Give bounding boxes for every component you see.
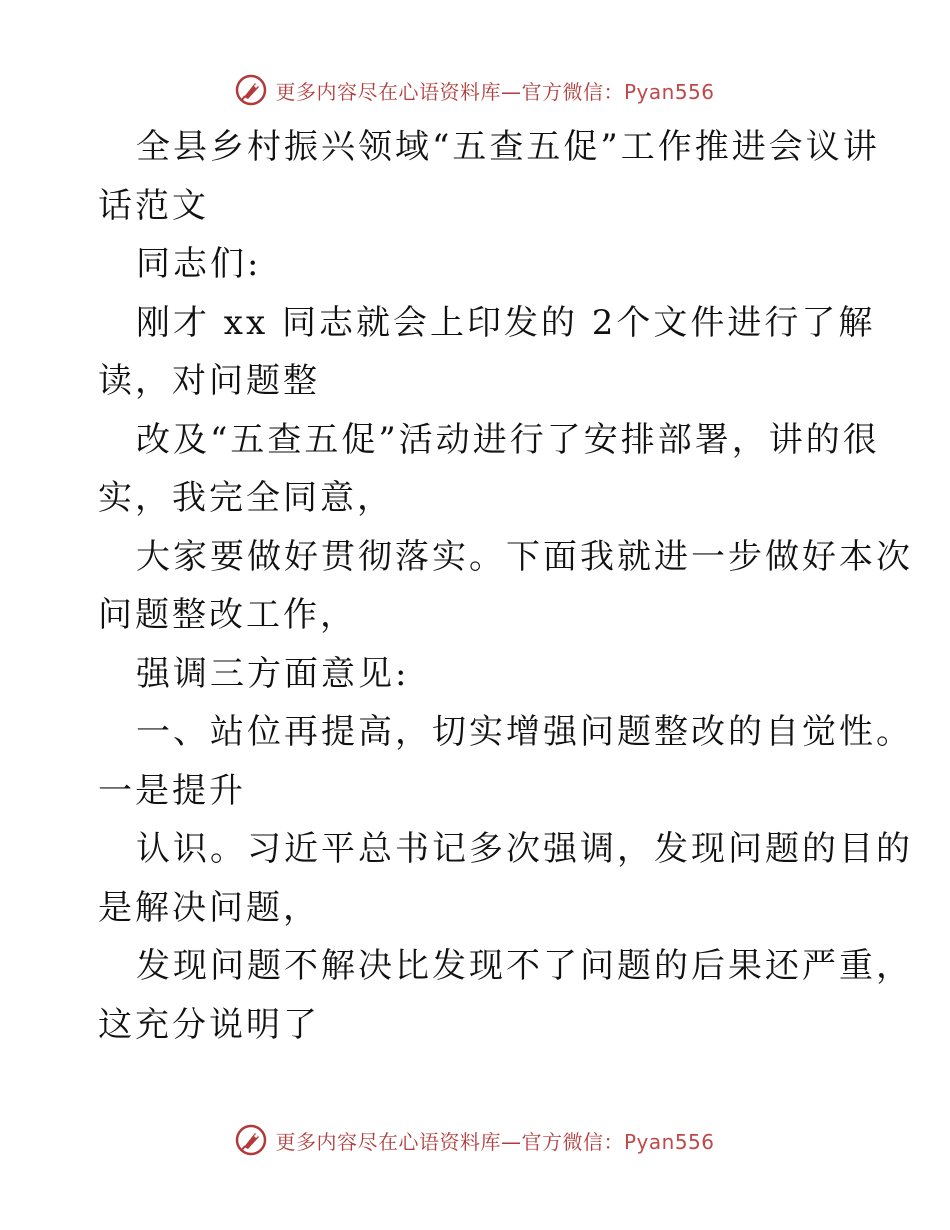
footer-banner [0, 1120, 950, 1160]
pen-nib-logo-icon [235, 1124, 267, 1156]
header-banner [0, 70, 950, 110]
paragraph-line: 实，我完全同意， [98, 478, 394, 518]
paragraph-line: 一是提升 [98, 770, 246, 811]
paragraph-line: 读，对问题整 [98, 361, 320, 401]
header-banner-text: 更多内容尽在心语资料库—官方微信：Pyan556 [275, 79, 715, 104]
paragraph-line: 这充分说明了 [98, 1004, 320, 1045]
salutation: 同志们: [136, 244, 262, 284]
paragraph-line: 发现问题不解决比发现不了问题的后果还严重， [136, 946, 913, 986]
paragraph-line: 强调三方面意见: [136, 653, 410, 694]
title-line-1: 全县乡村振兴领域“五查五促”工作推进会议讲 [136, 127, 880, 167]
header-wechat-id: Pyan556 [623, 79, 715, 104]
section-heading-line: 一、站位再提高，切实增强问题整改的自觉性。 [136, 712, 913, 752]
title-line-2: 话范文 [98, 185, 209, 226]
paragraph-line: 大家要做好贯彻落实。下面我就进一步做好本次 [136, 536, 913, 577]
paragraph-line: 是解决问题， [98, 887, 320, 928]
document-body [98, 118, 913, 1054]
footer-banner-text: 更多内容尽在心语资料库—官方微信：Pyan556 [275, 1129, 715, 1154]
paragraph-line: 刚才 xx 同志就会上印发的 2个文件进行了解 [136, 302, 876, 343]
paragraph-line: 改及“五查五促”活动进行了安排部署，讲的很 [136, 419, 880, 460]
paragraph-line: 问题整改工作， [98, 595, 357, 635]
footer-wechat-id: Pyan556 [623, 1129, 715, 1154]
pen-nib-logo-icon [235, 74, 267, 106]
paragraph-line: 认识。习近平总书记多次强调，发现问题的目的 [136, 829, 913, 869]
